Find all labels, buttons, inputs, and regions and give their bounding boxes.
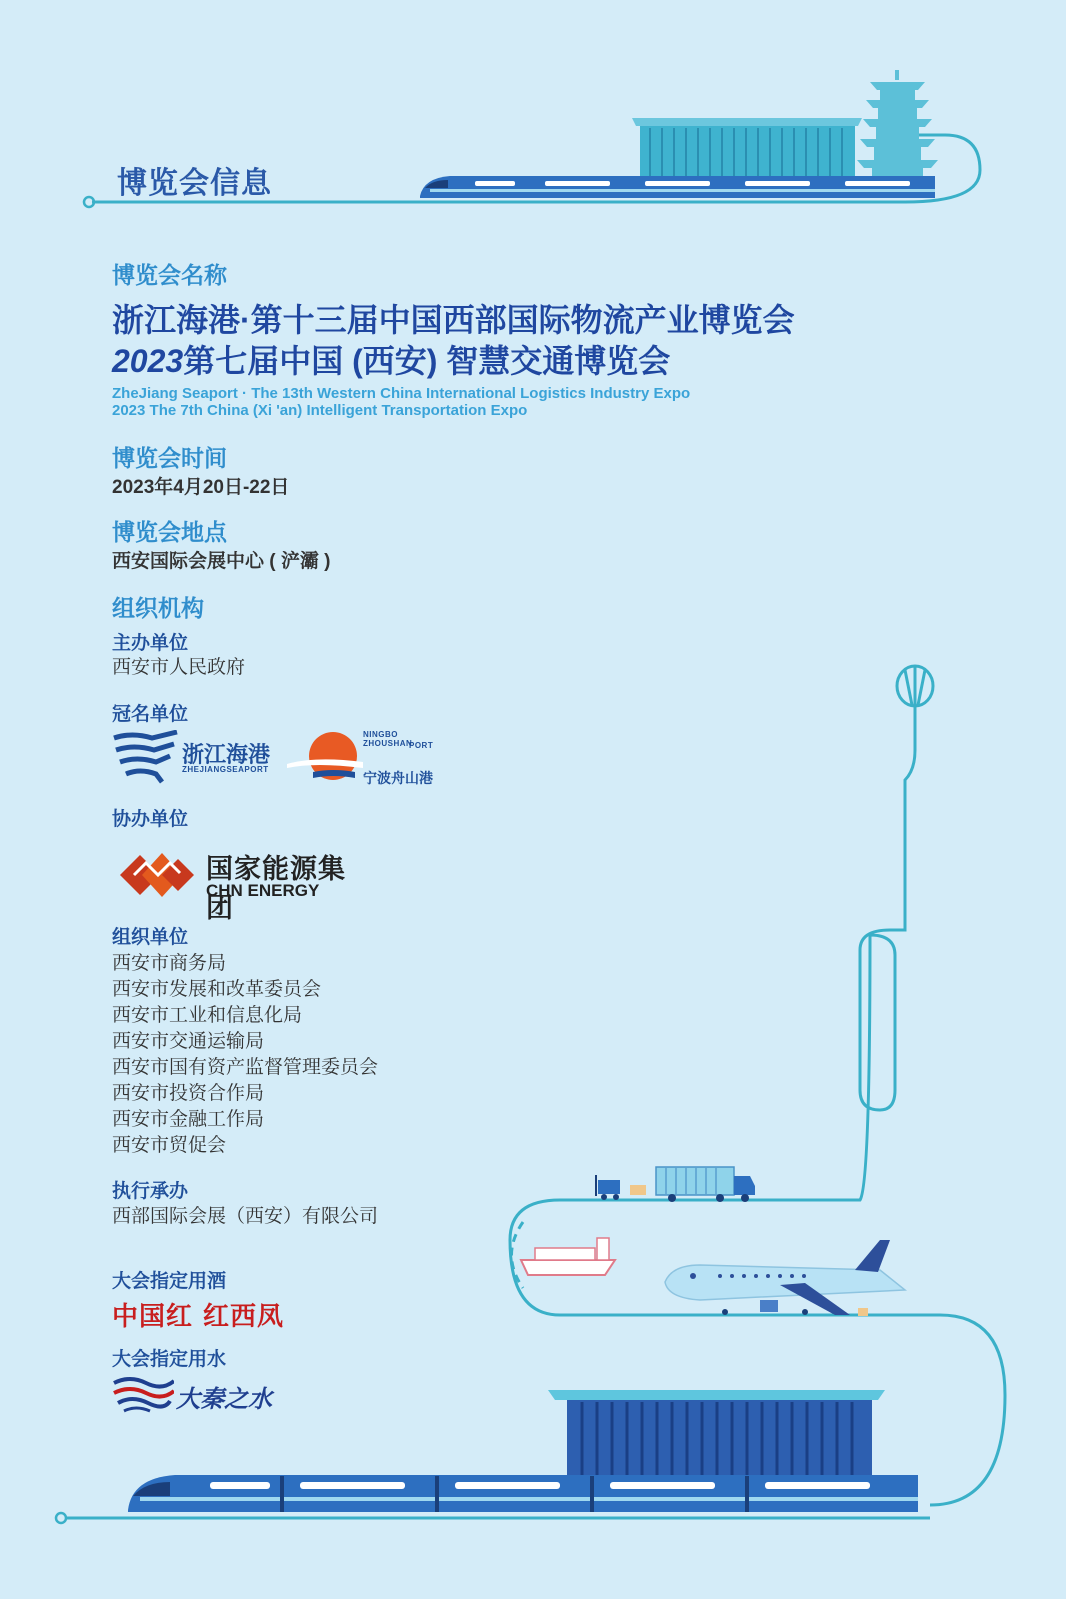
truck-icon <box>656 1167 755 1202</box>
pagoda-icon <box>857 70 938 181</box>
expo-time-label: 博览会时间 <box>112 445 227 471</box>
expo-name-year: 2023 <box>112 343 184 379</box>
expo-name-line2 <box>112 341 795 382</box>
list-item: 西安市商务局 <box>112 953 227 974</box>
list-item: 西安市工业和信息化局 <box>112 1005 303 1026</box>
host-value: 西安市人民政府 <box>112 657 246 678</box>
official-water-logo-text: 大秦之水 <box>176 1386 272 1413</box>
list-item: 西安市金融工作局 <box>112 1109 265 1130</box>
top-train-icon <box>420 176 935 198</box>
zhejiang-seaport-wave-icon <box>112 730 182 785</box>
co-organizer-label: 协办单位 <box>112 809 189 830</box>
organization-label: 组织机构 <box>112 595 204 621</box>
official-wine-logo: 中国红 红西凤 <box>112 1302 285 1332</box>
page-title: 博览会信息 <box>117 167 272 200</box>
expo-name-line2-rest: 第七届中国 (西安) 智慧交通博览会 <box>183 343 671 379</box>
bottom-train-icon <box>128 1475 918 1512</box>
executor-label: 执行承办 <box>112 1181 189 1202</box>
official-water-label: 大会指定用水 <box>112 1349 227 1370</box>
top-station-icon <box>632 118 862 181</box>
list-item: 西安市投资合作局 <box>112 1083 265 1104</box>
expo-venue-value: 西安国际会展中心 ( 浐灞 ) <box>112 551 331 572</box>
airplane-icon <box>665 1240 905 1316</box>
chn-energy-logo <box>118 845 368 923</box>
zhejiang-seaport-logo-en: ZHEJIANGSEAPORT <box>182 765 269 774</box>
zhejiang-seaport-logo <box>112 730 282 785</box>
expo-venue-label: 博览会地点 <box>112 519 227 545</box>
expo-name-label: 博览会名称 <box>112 262 227 288</box>
expo-name-en-line2: 2023 The 7th China (Xi 'an) Intelligent Transportation Expo <box>112 402 528 419</box>
expo-name-en <box>112 385 690 419</box>
list-item: 西安市交通运输局 <box>112 1031 265 1052</box>
expo-name-line1: 浙江海港·第十三届中国西部国际物流产业博览会 <box>112 302 795 338</box>
ningbo-logo-en-2: PORT <box>409 741 434 750</box>
right-route-line <box>510 707 1005 1505</box>
organizers-list <box>112 951 378 1159</box>
water-wave-icon <box>112 1375 174 1415</box>
host-label: 主办单位 <box>112 633 189 654</box>
forklift-icon <box>596 1175 646 1200</box>
list-item: 西安市国有资产监督管理委员会 <box>112 1057 379 1078</box>
bottom-route-start-dot <box>56 1513 66 1523</box>
ningbo-logo-cn: 宁波舟山港 <box>363 770 433 786</box>
official-water-logo <box>112 1375 302 1420</box>
list-item: 西安市贸促会 <box>112 1135 227 1156</box>
title-sponsor-label: 冠名单位 <box>112 704 189 725</box>
balloon-icon <box>897 666 933 707</box>
ningbo-sun-icon <box>285 728 365 788</box>
expo-name-cn <box>112 300 795 382</box>
ningbo-zhoushan-port-logo <box>285 728 440 788</box>
expo-name-en-line1: ZheJiang Seaport · The 13th Western China International Logistics Industry Expo <box>112 385 691 402</box>
zhejiang-seaport-logo-text: 浙江海港 <box>182 742 271 767</box>
chn-energy-logo-en: CHN ENERGY <box>206 881 320 900</box>
chn-energy-logo-cn: 国家能源集团 <box>206 854 346 923</box>
chn-energy-emblem-icon <box>118 845 196 903</box>
executor-value: 西部国际会展（西安）有限公司 <box>112 1206 379 1227</box>
official-wine-label: 大会指定用酒 <box>112 1271 227 1292</box>
ningbo-logo-en-1: NINGBO ZHOUSHAN <box>363 730 413 748</box>
ship-icon <box>512 1222 616 1288</box>
top-route-start-dot <box>84 197 94 207</box>
expo-time-value: 2023年4月20日-22日 <box>112 477 290 498</box>
list-item: 西安市发展和改革委员会 <box>112 979 322 1000</box>
organizers-label: 组织单位 <box>112 927 189 948</box>
bottom-station-icon <box>548 1390 885 1485</box>
